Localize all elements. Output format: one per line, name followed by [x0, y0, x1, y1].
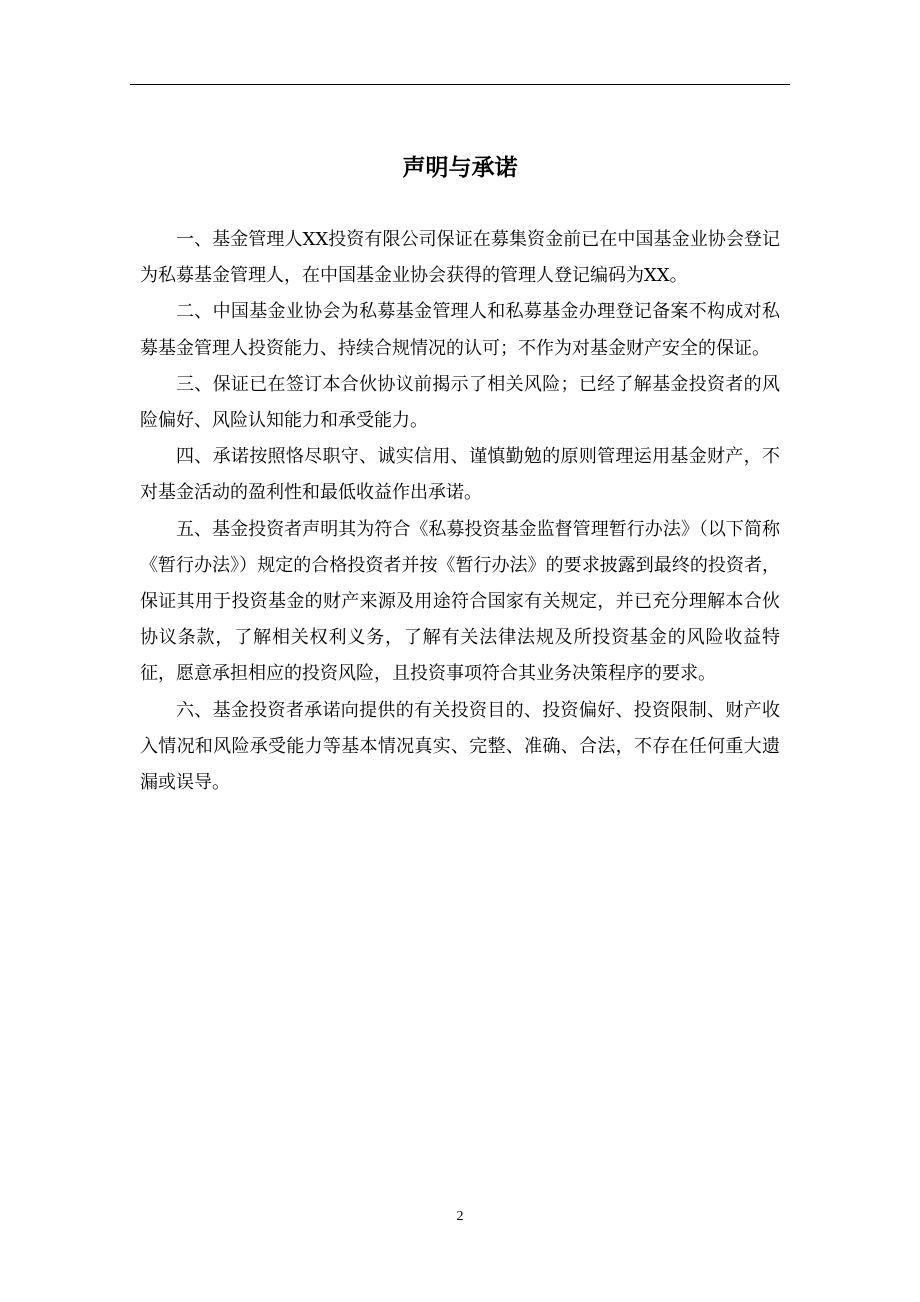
page-number: 2 [456, 1209, 464, 1224]
paragraph-4: 四、承诺按照恪尽职守、诚实信用、谨慎勤勉的原则管理运用基金财产，不对基金活动的盈利性和最低收益作出承诺。 [140, 446, 780, 504]
paragraph-6: 六、基金投资者承诺向提供的有关投资目的、投资偏好、投资限制、财产收入情况和风险承受能力等基本情况真实、完整、准确、合法，不存在任何重大遗漏或误导。 [140, 699, 780, 794]
paragraph-2: 二、中国基金业协会为私募基金管理人和私募基金办理登记备案不构成对私募基金管理人投资能力、持续合规情况的认可；不作为对基金财产安全的保证。 [140, 301, 780, 359]
declaration-body [140, 222, 780, 801]
paragraph-3: 三、保证已在签订本合伙协议前揭示了相关风险；已经了解基金投资者的风险偏好、风险认知能力和承受能力。 [140, 373, 780, 432]
header-rule [130, 84, 790, 85]
paragraph-5: 五、基金投资者声明其为符合《私募投资基金监督管理暂行办法》（以下简称《暂行办法》）规定的合格投资者并按《暂行办法》的要求披露到最终的投资者，保证其用于投资基金的财产来源及用途符合国家有关规定，并已充分理解本合伙协议条款，了解相关权利义务，了解有关法律法规及所投资基金的风险收益特征，愿意承担相应的投资风险，且投资事项符合其业务决策程序的要求。 [140, 518, 780, 685]
page-title: 声明与承诺 [402, 155, 518, 181]
paragraph-1: 一、基金管理人XX投资有限公司保证在募集资金前已在中国基金业协会登记为私募基金管理人，在中国基金业协会获得的管理人登记编码为XX。 [140, 229, 780, 287]
